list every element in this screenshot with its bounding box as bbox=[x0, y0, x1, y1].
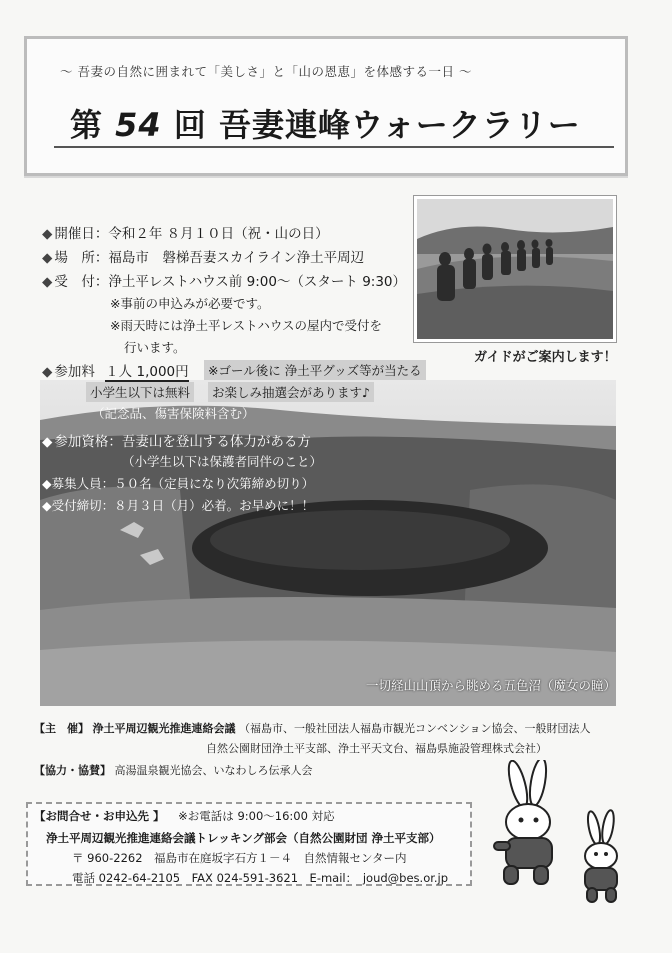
diamond-bullet-icon: ◆ bbox=[42, 476, 52, 491]
date-label: 開催日： bbox=[54, 226, 109, 242]
contact-header bbox=[34, 808, 335, 824]
support-label: 【協力・協賛】 bbox=[34, 764, 111, 777]
children-free: 小学生以下は無料 bbox=[86, 382, 194, 402]
diamond-bullet-icon: ◆ bbox=[42, 434, 53, 450]
note-rain-cont: 行います。 bbox=[124, 340, 186, 355]
date-line bbox=[42, 222, 329, 242]
title-underline bbox=[54, 146, 614, 148]
contact-org: 浄土平周辺観光推進連絡会議トレッキング部会（自然公園財団 浄土平支部） bbox=[46, 831, 441, 845]
eligibility-label: 参加資格： bbox=[54, 434, 122, 450]
fee-includes: （記念品、傷害保険料含む） bbox=[92, 406, 255, 421]
capacity-line bbox=[42, 474, 314, 492]
guide-caption: ガイドがご案内します！ bbox=[474, 350, 617, 365]
eligibility-line bbox=[42, 430, 311, 450]
hikers-illustration bbox=[417, 199, 613, 339]
tagline: ～ 吾妻の自然に囲まれて「美しさ」と「山の恩恵」を体感する一日 ～ bbox=[60, 64, 472, 79]
diamond-bullet-icon: ◆ bbox=[42, 498, 52, 513]
contact-address: 〒 960-2262 福島市在庭坂字石方１－４ 自然情報センター内 bbox=[72, 851, 407, 865]
title-suffix: 回 吾妻連峰ウォークラリー bbox=[173, 106, 581, 144]
guide-photo bbox=[414, 196, 616, 342]
capacity-value: 募集人員：５０名（定員になり次第締め切り） bbox=[51, 476, 315, 491]
eligibility-note: （小学生以下は保護者同伴のこと） bbox=[122, 454, 323, 469]
host-members-1: （福島市、一般社団法人福島市観光コンベンション協会、一般財団法人 bbox=[239, 722, 591, 735]
title-prefix: 第 bbox=[70, 106, 104, 144]
support-value: 高湯温泉観光協会、いなわしろ伝承人会 bbox=[114, 764, 313, 777]
host-members-2: 自然公園財団浄土平支部、浄土平天文台、福島県施設管理株式会社） bbox=[206, 742, 547, 755]
reception-line bbox=[42, 270, 406, 290]
host-name: 浄土平周辺観光推進連絡会議 bbox=[92, 722, 236, 735]
prize-note-1: ※ゴール後に 浄土平グッズ等が当たる bbox=[204, 360, 426, 380]
diamond-bullet-icon: ◆ bbox=[42, 226, 53, 242]
deadline-value: 受付締切：８月３日（月）必着。お早めに！！ bbox=[51, 498, 315, 513]
page-title bbox=[70, 100, 581, 146]
rabbit-mascot-icon bbox=[486, 760, 636, 910]
place-label: 場 所： bbox=[54, 250, 109, 266]
place-value: 福島市 磐梯吾妻スカイライン浄土平周辺 bbox=[108, 250, 365, 266]
fee-line bbox=[42, 360, 189, 380]
note-rain: ※雨天時には浄土平レストハウスの屋内で受付を bbox=[110, 318, 382, 333]
lake-photo bbox=[40, 380, 616, 706]
diamond-bullet-icon: ◆ bbox=[42, 364, 53, 380]
place-line bbox=[42, 246, 364, 266]
prize-note-2: お楽しみ抽選会があります♪ bbox=[208, 382, 374, 402]
host-line bbox=[34, 720, 591, 736]
reception-value: 浄土平レストハウス前 9:00～（スタート 9:30） bbox=[108, 274, 407, 290]
date-value: 令和２年 ８月１０日（祝・山の日） bbox=[108, 226, 329, 242]
diamond-bullet-icon: ◆ bbox=[42, 250, 53, 266]
contact-phone: 電話 0242-64-2105 FAX 024-591-3621 E-mail： joud@bes.or.jp bbox=[72, 871, 449, 885]
diamond-bullet-icon: ◆ bbox=[42, 274, 53, 290]
contact-label: 【お問合せ・お申込先 】 bbox=[34, 809, 165, 823]
lake-landscape bbox=[40, 380, 616, 706]
eligibility-value: 吾妻山を登山する体力がある方 bbox=[121, 434, 311, 450]
fee-value: １人 1,000円 bbox=[105, 364, 189, 380]
title-number: 54 bbox=[115, 106, 162, 144]
fee-label: 参加料 bbox=[54, 364, 95, 380]
reception-label: 受 付： bbox=[54, 274, 109, 290]
support-line bbox=[34, 762, 313, 778]
deadline-line bbox=[42, 496, 314, 514]
contact-hours: ※お電話は 9:00～16:00 対応 bbox=[178, 809, 335, 823]
note-preregister: ※事前の申込みが必要です。 bbox=[110, 296, 270, 311]
host-label: 【主 催】 bbox=[34, 722, 89, 735]
lake-caption: 一切経山山頂から眺める五色沼（魔女の瞳） bbox=[366, 678, 617, 693]
